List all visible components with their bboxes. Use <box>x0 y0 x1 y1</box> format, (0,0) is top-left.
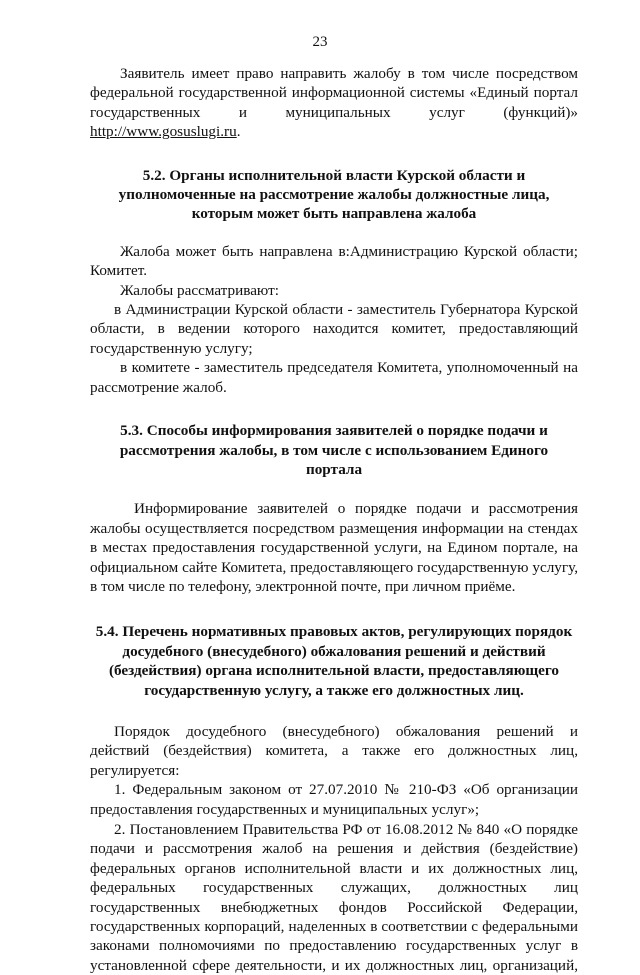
intro-paragraph <box>90 64 578 142</box>
section-5-2-paragraph-1: Жалоба может быть направлена в:Администрацию Курской области; Комитет. <box>90 242 578 280</box>
section-5-4-paragraph-1: Порядок досудебного (внесудебного) обжалования решений и действий (бездействия) комитета, а также его должностных лиц, регулируется: <box>90 722 578 779</box>
section-5-2-paragraph-2: Жалобы рассматривают: <box>120 281 279 299</box>
gosuslugi-link[interactable]: http://www.gosuslugi.ru <box>90 123 237 141</box>
section-5-4-list-item: 1. Федеральным законом от 27.07.2010 № 210-ФЗ «Об организации предоставления государственных и муниципальных услуг»; <box>90 781 578 818</box>
section-5-2-paragraph-3: в Администрации Курской области - заместитель Губернатора Курской области, в ведении которого находится комитет, предоставляющий государственную услугу; <box>90 301 578 357</box>
page-number: 23 <box>312 34 328 50</box>
section-5-4-heading: 5.4. Перечень нормативных правовых актов, регулирующих порядок досудебного (внесудебного) обжалования решений и действий (бездействия) органа исполнительной власти, предоставляющего государственную услугу, а также его должностных лиц. <box>95 623 573 699</box>
section-5-2-paragraph-4: в комитете - заместитель председателя Комитета, уполномоченный на рассмотрение жалоб. <box>90 359 578 396</box>
section-5-4-list-item: 2. Постановлением Правительства РФ от 16.08.2012 № 840 «О порядке подачи и рассмотрения жалоб на решения и действия (бездействие) федеральных органов исполнительной власти и их должностных лиц, федеральных государственных служащих, должностных лиц государственных внебюджетных фондов Российской Федерации, государственных корпораций, наделенных в соответствии с федеральными законами полномочиями по предоставлению государственных услуг в установленной сфере деятельности, и их должностных лиц, организаций, <box>90 821 578 974</box>
section-5-3-paragraph-1: Информирование заявителей о порядке подачи и рассмотрения жалобы осуществляется посредством размещения информации на стендах в местах предоставления государственной услуги, на Едином портале, на официальном сайте Комитета, предоставляющего государственную услугу, в том числе по телефону, электронной почте, при личном приёме. <box>90 500 578 595</box>
section-5-2-heading: 5.2. Органы исполнительной власти Курской области и уполномоченные на рассмотрение жалобы должностные лица, которым может быть направлена жалоба <box>118 166 550 223</box>
intro-text: Заявитель имеет право направить жалобу в том числе посредством федеральной государственной информационной системы «Единый портал государственных и муниципальных услуг (функций)» <box>90 65 578 121</box>
page-content <box>90 64 578 975</box>
intro-after-link: . <box>236 123 241 141</box>
section-5-3-heading: 5.3. Способы информирования заявителей о порядке подачи и рассмотрения жалобы, в том числе с использованием Единого портала <box>119 422 549 478</box>
